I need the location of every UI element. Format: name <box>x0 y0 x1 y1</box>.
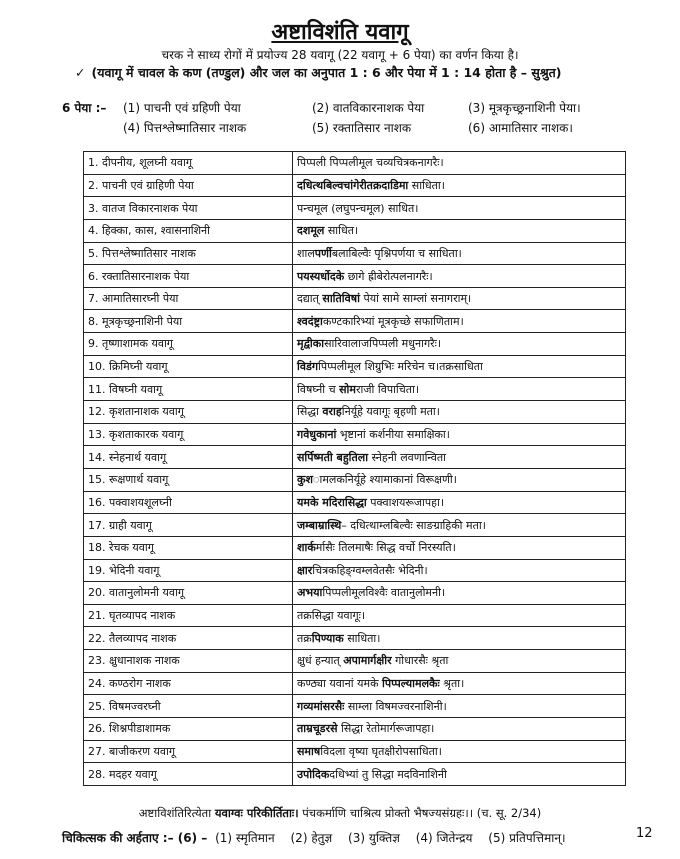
recipe-prefix: शाल <box>297 246 315 260</box>
yavagu-name-cell: 22. तैलव्यापद नाशक <box>84 627 293 650</box>
yavagu-recipe-cell <box>293 559 626 582</box>
recipe-rest: तक्रसिद्धा यवागूः। <box>297 609 366 623</box>
yavagu-name-cell: 27. बाजीकरण यवागू <box>84 740 293 763</box>
recipe-key-ingredient: ताम्रचूडरसे <box>297 722 338 736</box>
recipe-rest: सारिवालाजपिप्पली मधुनागरैः। <box>324 337 442 351</box>
recipe-rest: कण्टकारिभ्यां मूत्रकृच्छे सफाणिताम। <box>322 314 464 328</box>
yavagu-recipe-cell <box>293 174 626 197</box>
recipe-key-ingredient: पिण्याक <box>311 631 344 645</box>
recipe-rest: र्मासैः तिलमाषैः सिद्ध वर्चो निरस्यति। <box>315 541 456 555</box>
recipe-rest: चित्रकहिङ्ग्वम्लवेतसैः भेदिनी। <box>312 563 428 577</box>
recipe-rest: छागे ह्रीबेरोत्पलनागरैः। <box>344 269 433 283</box>
recipe-key-ingredient: मृद्वीका <box>297 337 325 351</box>
yavagu-name-cell: 25. विषमज्वरघ्नी <box>84 695 293 718</box>
quality-item: (2) हेतुज्ञ <box>290 831 333 845</box>
yavagu-name-cell: 13. कृशताकारक यवागू <box>84 423 293 446</box>
recipe-rest: – दधित्थाम्लबिल्वैः साङग्राहिकी मता। <box>341 518 486 532</box>
table-row <box>84 559 626 582</box>
recipe-key-ingredient: अपामार्गक्षीर <box>343 654 392 668</box>
yavagu-table <box>83 151 626 786</box>
recipe-rest: साधिता। <box>343 631 381 645</box>
recipe-rest: स्नेहनी लवणान्विता <box>368 450 446 464</box>
recipe-rest: दधिभ्यां तु सिद्धा मदविनाशिनी <box>329 767 447 781</box>
table-row <box>84 604 626 627</box>
yavagu-recipe-cell <box>293 446 626 469</box>
recipe-key-ingredient: सोम <box>339 382 356 396</box>
quality-item: (1) स्मृतिमान <box>215 831 275 845</box>
yavagu-recipe-cell <box>293 333 626 356</box>
recipe-key-ingredient: विडंग <box>297 360 319 374</box>
recipe-key-ingredient: उपोदिक <box>297 767 330 781</box>
yavagu-recipe-cell <box>293 401 626 424</box>
recipe-key-ingredient: गवेधुकानां <box>297 428 337 441</box>
table-row <box>84 695 626 718</box>
peya-item: (6) आमातिसार नाशक। <box>468 121 573 135</box>
yavagu-recipe-cell <box>293 242 626 265</box>
yavagu-recipe-cell <box>293 604 626 627</box>
yavagu-recipe-cell <box>293 536 626 559</box>
recipe-key-ingredient: समाष <box>297 744 321 758</box>
table-row <box>84 197 626 220</box>
recipe-key-ingredient: यमके मदिरासिद्धा <box>297 495 367 509</box>
quality-item: (5) प्रतिपत्तिमान्। <box>488 831 566 845</box>
yavagu-name-cell: 26. शिश्नपीडाशामक <box>84 718 293 741</box>
recipe-rest: भृष्टानां कर्शनीया समाक्षिका। <box>336 428 450 441</box>
yavagu-name-cell: 6. रक्तातिसारनाशक पेया <box>84 265 293 288</box>
recipe-rest: राजी विपाचिता। <box>356 382 420 396</box>
yavagu-name-cell: 5. पित्तश्लेष्मातिसार नाशक <box>84 242 293 265</box>
recipe-key-ingredient: कुश <box>297 473 313 487</box>
yavagu-name-cell: 15. रूक्षणार्थ यवागू <box>84 468 293 491</box>
recipe-key-ingredient: पिप्पल्यामलकैः <box>382 677 440 691</box>
yavagu-recipe-cell <box>293 695 626 718</box>
yavagu-recipe-cell <box>293 265 626 288</box>
peya-label: 6 पेया :– <box>62 101 107 115</box>
recipe-rest: पेयां सामे साम्लां सनागराम्। <box>359 292 472 306</box>
table-row <box>84 718 626 741</box>
table-row <box>84 333 626 356</box>
yavagu-recipe-cell <box>293 672 626 695</box>
table-row <box>84 536 626 559</box>
recipe-key-ingredient: शार्क <box>297 541 316 555</box>
yavagu-recipe-cell <box>293 310 626 333</box>
yavagu-name-cell: 8. मूत्रकृच्छ्रनाशिनी पेया <box>84 310 293 333</box>
ratio-note-text: (यवागू में चावल के कण (तण्डुल) और जल का अनुपात 1 : 6 और पेया में 1 : 14 होता है – सुश्रुत) <box>91 65 562 80</box>
peya-item: (4) पित्तश्लेष्मातिसार नाशक <box>123 121 247 135</box>
yavagu-name-cell: 19. भेदिनी यवागू <box>84 559 293 582</box>
footer-verse <box>0 806 680 821</box>
recipe-key-ingredient: दधित्थबिल्वचांगेरीतक्रदाडिमा <box>297 178 409 192</box>
table-row <box>84 242 626 265</box>
recipe-key-ingredient: गव्यमांसरसैः <box>297 699 345 713</box>
yavagu-name-cell: 11. विषघ्नी यवागू <box>84 378 293 401</box>
yavagu-recipe-cell <box>293 514 626 537</box>
yavagu-name-cell: 4. हिक्का, कास, श्वासनाशिनी <box>84 219 293 242</box>
yavagu-name-cell: 3. वातज विकारनाशक पेया <box>84 197 293 220</box>
table-row <box>84 740 626 763</box>
recipe-prefix: तक्र <box>297 631 312 645</box>
table-row <box>84 378 626 401</box>
table-row <box>84 491 626 514</box>
check-icon: ✓ <box>75 65 86 80</box>
yavagu-name-cell: 21. घृतव्यापद नाशक <box>84 604 293 627</box>
yavagu-name-cell: 7. आमातिसारघ्नी पेया <box>84 287 293 310</box>
yavagu-name-cell: 17. ग्राही यवागू <box>84 514 293 537</box>
footer-verse-end: पंचकर्माणि चाश्रित्य प्रोक्तो भैषज्यसंग्रहः।। (च. सू. 2/34) <box>298 806 542 820</box>
yavagu-recipe-cell <box>293 152 626 175</box>
footer-verse-start: अष्टाविशंतिरित्येता <box>138 806 215 820</box>
yavagu-recipe-cell <box>293 582 626 605</box>
yavagu-recipe-cell <box>293 650 626 673</box>
recipe-rest: ामलकनिर्यूहे श्यामाकानां विरूक्षणी। <box>312 473 457 487</box>
yavagu-name-cell: 1. दीपनीय, शूलघ्नी यवागू <box>84 152 293 175</box>
recipe-key-ingredient: क्षार <box>297 563 313 577</box>
table-row <box>84 582 626 605</box>
qualities-label: चिकित्सक की अर्हताए :– (6) – <box>62 831 208 845</box>
table-row <box>84 446 626 469</box>
recipe-rest: पिप्पली पिप्पलीमूल चव्यचित्रकनागरैः। <box>297 156 444 170</box>
recipe-prefix: कण्ठ्या यवानां यमके <box>297 677 383 691</box>
recipe-rest: गोधारसैः श्रृता <box>391 654 449 668</box>
yavagu-recipe-cell <box>293 378 626 401</box>
recipe-rest: पिप्पलीमूल शिग्रुभिः मरिचेन च।तक्रसाधिता <box>318 360 483 374</box>
table-row <box>84 355 626 378</box>
recipe-rest: साधित। <box>324 224 359 238</box>
recipe-key-ingredient: श्वदंष्ट्रा <box>297 314 323 328</box>
recipe-rest: बलाबिल्वैः पृश्निपर्णया च साधिता। <box>331 246 462 260</box>
recipe-prefix: सिद्धा <box>297 405 323 419</box>
table-row <box>84 423 626 446</box>
recipe-key-ingredient: सातिविषां <box>322 292 360 306</box>
yavagu-recipe-cell <box>293 355 626 378</box>
yavagu-recipe-cell <box>293 718 626 741</box>
table-row <box>84 219 626 242</box>
table-row <box>84 514 626 537</box>
recipe-prefix: दद्यात् <box>297 292 323 306</box>
recipe-key-ingredient: दशमूल <box>297 224 325 238</box>
table-row <box>84 672 626 695</box>
yavagu-recipe-cell <box>293 627 626 650</box>
yavagu-name-cell: 16. पक्वाशयशूलघ्नी <box>84 491 293 514</box>
yavagu-name-cell: 2. पाचनी एवं ग्राहिणी पेया <box>84 174 293 197</box>
yavagu-recipe-cell <box>293 740 626 763</box>
yavagu-recipe-cell <box>293 197 626 220</box>
yavagu-recipe-cell <box>293 491 626 514</box>
quality-item: (3) युक्तिज्ञ <box>348 831 400 845</box>
recipe-rest: पक्वाशयरूजापहा। <box>366 495 445 509</box>
yavagu-name-cell: 24. कण्ठरोग नाशक <box>84 672 293 695</box>
recipe-rest: पन्चमूल (लघुपन्चमूल) साधित। <box>297 201 419 215</box>
peya-item: (3) मूत्रकृच्छ्रनाशिनी पेया। <box>468 101 581 115</box>
yavagu-recipe-cell <box>293 219 626 242</box>
recipe-prefix: विषघ्नी च <box>297 382 340 396</box>
recipe-key-ingredient: अभया <box>297 586 323 600</box>
quality-item: (4) जितेन्द्रय <box>415 831 473 845</box>
table-row <box>84 310 626 333</box>
recipe-key-ingredient: जम्बाम्रास्थि <box>297 518 342 532</box>
table-row <box>84 401 626 424</box>
table-row <box>84 287 626 310</box>
physician-qualities <box>62 829 566 846</box>
recipe-prefix: क्षुधं हन्यात् <box>297 654 344 668</box>
recipe-rest: पिप्पलीमूलविश्वैः वातानुलोमनी। <box>322 586 446 600</box>
table-row <box>84 265 626 288</box>
yavagu-name-cell: 10. क्रिमिघ्नी यवागू <box>84 355 293 378</box>
page-title: अष्टाविशंति यवागू <box>271 20 409 45</box>
peya-item: (1) पाचनी एवं ग्रहिणी पेया <box>123 101 241 115</box>
table-row <box>84 763 626 786</box>
table-row <box>84 152 626 175</box>
recipe-key-ingredient: सर्पिष्मती बहुतिला <box>297 450 369 464</box>
table-row <box>84 650 626 673</box>
intro-text: चरक ने साध्य रोगों में प्रयोज्य 28 यवागू (22 यवागू + 6 पेया) का वर्णन किया है। <box>161 48 519 62</box>
peya-item: (2) वातविकारनाशक पेया <box>312 101 425 115</box>
footer-verse-bold: यवाग्वः परिकीर्तिताः। <box>214 806 299 820</box>
recipe-rest: श्रृता। <box>439 677 465 691</box>
yavagu-name-cell: 14. स्नेहनार्थ यवागू <box>84 446 293 469</box>
yavagu-recipe-cell <box>293 423 626 446</box>
table-row <box>84 174 626 197</box>
yavagu-name-cell: 20. वातानुलोमनी यवागू <box>84 582 293 605</box>
recipe-rest: निर्यूहे यवागूः बृहणी मता। <box>341 405 440 419</box>
peya-item: (5) रक्तातिसार नाशक <box>312 121 412 135</box>
yavagu-recipe-cell <box>293 763 626 786</box>
ratio-note <box>75 64 675 81</box>
yavagu-name-cell: 12. कृशतानाशक यवागू <box>84 401 293 424</box>
yavagu-name-cell: 9. तृष्णाशामक यवागू <box>84 333 293 356</box>
recipe-key-ingredient: वराह <box>322 405 342 419</box>
recipe-rest: साम्ला विषमज्वरनाशिनी। <box>344 699 447 713</box>
yavagu-recipe-cell <box>293 287 626 310</box>
table-row <box>84 468 626 491</box>
yavagu-recipe-cell <box>293 468 626 491</box>
recipe-key-ingredient: पयस्यर्धोदके <box>297 269 345 283</box>
recipe-rest: साधिता। <box>408 178 445 192</box>
recipe-rest: सिद्धा रेतोमार्गरूजापहा। <box>337 722 435 736</box>
recipe-key-ingredient: पर्णी <box>314 246 332 260</box>
recipe-rest: विदला वृष्या घृतक्षीरोपसाधिता। <box>320 744 442 758</box>
yavagu-name-cell: 28. मदहर यवागू <box>84 763 293 786</box>
table-row <box>84 627 626 650</box>
page-number: 12 <box>636 826 653 841</box>
yavagu-name-cell: 18. रेचक यवागू <box>84 536 293 559</box>
yavagu-name-cell: 23. क्षुधानाशक नाशक <box>84 650 293 673</box>
